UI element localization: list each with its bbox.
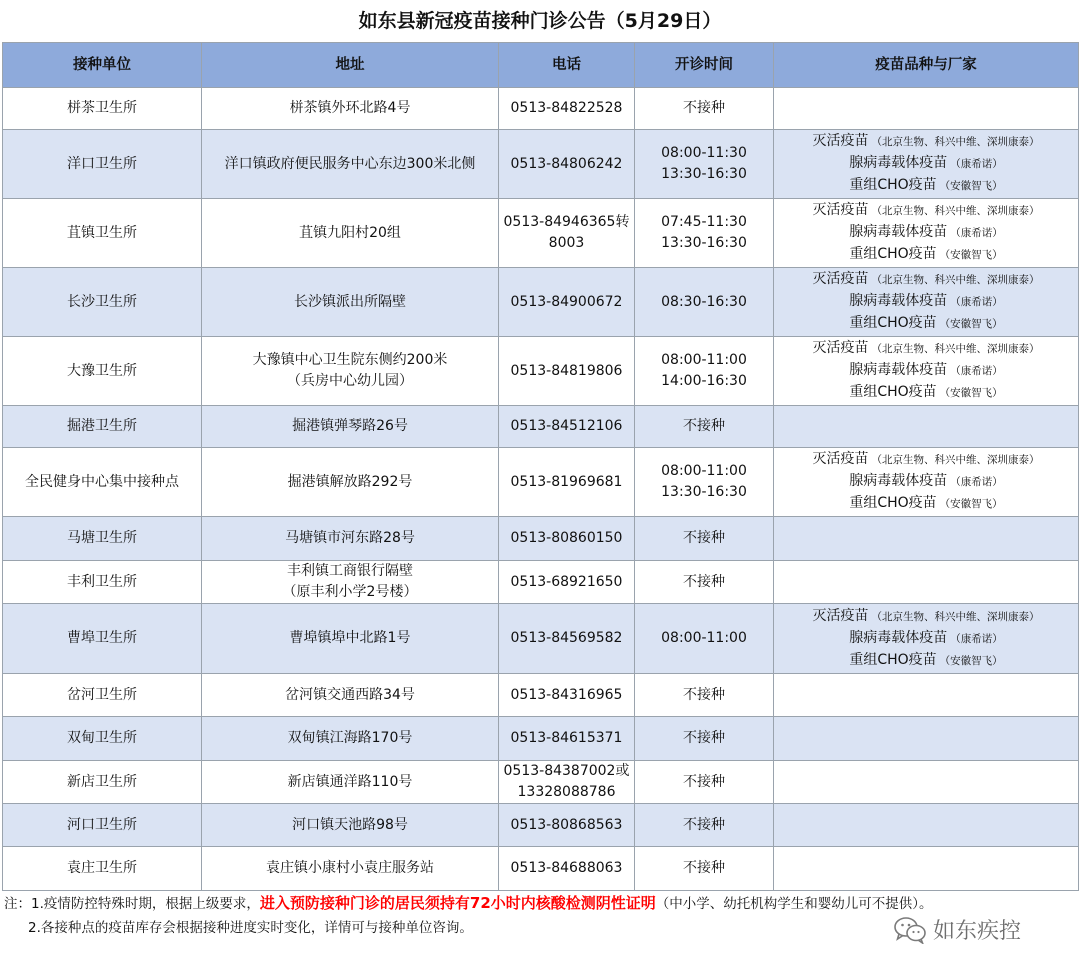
vaccine-line: [777, 606, 1075, 628]
vaccine-manufacturer: （北京生物、科兴中维、深圳康泰）: [871, 610, 1040, 623]
vaccine-manufacturer: （康希诺）: [950, 158, 1003, 170]
table-row: [3, 761, 1079, 804]
address-line: 苴镇九阳村20组: [299, 224, 401, 241]
vaccine-line: [777, 313, 1075, 335]
table-row: [3, 448, 1079, 517]
phone-line: 0513-84806242: [510, 155, 623, 172]
hours-cell: [635, 406, 774, 448]
hours-cell: [635, 604, 774, 674]
hours-line: 不接种: [683, 730, 725, 746]
hours-line: 08:00-11:00: [661, 352, 747, 368]
vaccine-line: [777, 269, 1075, 291]
unit-cell: 栟茶卫生所: [3, 88, 202, 130]
vaccine-manufacturer: （康希诺）: [950, 365, 1003, 377]
unit-cell: 苴镇卫生所: [3, 199, 202, 268]
hours-line: 08:30-16:30: [661, 293, 747, 310]
phone-line: 0513-84387002或: [503, 763, 630, 779]
vaccine-name: 灭活疫苗: [812, 607, 869, 624]
address-cell: [202, 88, 499, 130]
vaccine-name: 灭活疫苗: [812, 271, 869, 287]
vaccine-name: 腺病毒载体疫苗: [849, 224, 948, 240]
phone-line: 0513-84512106: [510, 418, 623, 434]
hours-line: 不接种: [683, 816, 725, 833]
unit-cell: 岔河卫生所: [3, 674, 202, 717]
note-1: [4, 891, 1078, 916]
vaccine-name: 重组CHO疫苗: [849, 651, 937, 668]
phone-line: 0513-81969681: [510, 473, 623, 490]
address-line: 岔河镇交通西路34号: [285, 686, 415, 703]
address-cell: [202, 717, 499, 761]
vaccine-manufacturer: （北京生物、科兴中维、深圳康泰）: [871, 136, 1040, 148]
vaccine-line: [777, 493, 1075, 515]
vaccine-line: [777, 360, 1075, 382]
address-line: 双甸镇江海路170号: [287, 730, 413, 746]
watermark-text: 如东疾控: [933, 919, 1022, 944]
wechat-icon: [893, 916, 927, 944]
vaccine-cell: [774, 199, 1079, 268]
watermark: [893, 914, 1021, 945]
phone-line: 0513-84819806: [510, 362, 623, 379]
header-address: 地址: [202, 43, 499, 88]
hours-cell: [635, 847, 774, 891]
address-line: 袁庄镇小康村小袁庄服务站: [266, 860, 434, 876]
phone-cell: [499, 268, 635, 337]
phone-cell: [499, 337, 635, 406]
hours-line: 14:00-16:30: [661, 373, 747, 389]
phone-line: 8003: [548, 235, 585, 251]
table-row: [3, 199, 1079, 268]
address-line: 河口镇天池路98号: [292, 816, 408, 833]
table-header-row: [3, 43, 1079, 88]
vaccine-manufacturer: （康希诺）: [950, 476, 1003, 488]
phone-line: 0513-84569582: [510, 630, 623, 646]
vaccine-cell: [774, 448, 1079, 517]
page-title: 如东县新冠疫苗接种门诊公告（5月29日）: [358, 10, 722, 32]
phone-line: 0513-84316965: [510, 686, 623, 703]
phone-cell: [499, 448, 635, 517]
vaccine-manufacturer: （安徽智飞）: [939, 249, 1003, 261]
hours-line: 08:00-11:30: [661, 145, 747, 161]
note-1-prefix: 注：1.疫情防控特殊时期，根据上级要求，: [4, 896, 260, 912]
unit-cell: 洋口卫生所: [3, 130, 202, 199]
vaccine-line: [777, 291, 1075, 313]
vaccine-line: [777, 200, 1075, 222]
vaccine-name: 腺病毒载体疫苗: [849, 473, 948, 489]
address-line: 丰利镇工商银行隔壁: [287, 563, 413, 579]
address-line: （兵房中心幼儿园）: [287, 373, 413, 389]
address-cell: [202, 130, 499, 199]
phone-cell: [499, 761, 635, 804]
address-line: 掘港镇弹琴路26号: [292, 418, 408, 434]
vaccine-cell: [774, 604, 1079, 674]
vaccine-name: 重组CHO疫苗: [849, 246, 937, 262]
note-1-highlight: 进入预防接种门诊的居民须持有72小时内核酸检测阴性证明: [259, 894, 656, 912]
address-cell: [202, 448, 499, 517]
vaccine-cell: [774, 717, 1079, 761]
hours-line: 07:45-11:30: [661, 214, 747, 230]
vaccine-manufacturer: （北京生物、科兴中维、深圳康泰）: [871, 205, 1040, 217]
phone-cell: [499, 561, 635, 604]
address-line: 长沙镇派出所隔壁: [294, 293, 406, 310]
vaccine-manufacturer: （安徽智飞）: [939, 318, 1003, 330]
vaccine-name: 灭活疫苗: [812, 451, 869, 467]
vaccine-line: [777, 244, 1075, 266]
unit-cell: 双甸卫生所: [3, 717, 202, 761]
table-row: [3, 88, 1079, 130]
vaccine-cell: [774, 268, 1079, 337]
hours-line: 不接种: [683, 530, 725, 546]
address-cell: [202, 517, 499, 561]
address-cell: [202, 674, 499, 717]
address-line: （原丰利小学2号楼）: [282, 584, 418, 600]
hours-cell: [635, 674, 774, 717]
unit-cell: 全民健身中心集中接种点: [3, 448, 202, 517]
phone-cell: [499, 717, 635, 761]
vaccine-name: 重组CHO疫苗: [849, 384, 937, 400]
address-cell: [202, 406, 499, 448]
address-cell: [202, 561, 499, 604]
address-line: 大豫镇中心卫生院东侧约200米: [252, 352, 448, 368]
phone-line: 0513-84822528: [510, 100, 623, 116]
phone-cell: [499, 88, 635, 130]
header-phone: 电话: [499, 43, 635, 88]
unit-cell: 河口卫生所: [3, 804, 202, 847]
hours-cell: [635, 561, 774, 604]
address-line: 栟茶镇外环北路4号: [289, 100, 411, 116]
hours-line: 08:00-11:00: [661, 630, 747, 646]
vaccine-line: [777, 650, 1075, 672]
unit-cell: 掘港卫生所: [3, 406, 202, 448]
vaccine-manufacturer: （安徽智飞）: [939, 498, 1003, 510]
hours-line: 08:00-11:00: [661, 463, 747, 479]
hours-cell: [635, 199, 774, 268]
hours-cell: [635, 761, 774, 804]
vaccine-line: [777, 338, 1075, 360]
vaccine-name: 灭活疫苗: [812, 202, 869, 218]
address-cell: [202, 761, 499, 804]
vaccine-line: [777, 471, 1075, 493]
address-line: 新店镇通洋路110号: [287, 773, 413, 790]
phone-cell: [499, 847, 635, 891]
vaccine-name: 灭活疫苗: [812, 340, 869, 356]
vaccine-manufacturer: （北京生物、科兴中维、深圳康泰）: [871, 274, 1040, 286]
phone-cell: [499, 406, 635, 448]
hours-line: 不接种: [683, 418, 725, 434]
vaccine-line: [777, 175, 1075, 197]
unit-cell: 大豫卫生所: [3, 337, 202, 406]
vaccine-manufacturer: （安徽智飞）: [939, 654, 1003, 667]
vaccine-name: 腺病毒载体疫苗: [849, 293, 948, 309]
hours-line: 不接种: [683, 773, 725, 790]
hours-cell: [635, 337, 774, 406]
vaccine-manufacturer: （安徽智飞）: [939, 387, 1003, 399]
vaccine-manufacturer: （康希诺）: [950, 227, 1003, 239]
table-row: [3, 604, 1079, 674]
table-body: [3, 88, 1079, 891]
vaccine-name: 重组CHO疫苗: [849, 315, 937, 331]
address-line: 掘港镇解放路292号: [287, 473, 413, 490]
table-row: [3, 130, 1079, 199]
vaccine-cell: [774, 804, 1079, 847]
vaccine-cell: [774, 674, 1079, 717]
table-row: [3, 847, 1079, 891]
table-row: [3, 406, 1079, 448]
vaccine-cell: [774, 561, 1079, 604]
address-line: 马塘镇市河东路28号: [285, 530, 415, 546]
note-2-text: 2.各接种点的疫苗库存会根据接种进度实时变化，详情可与接种单位咨询。: [28, 920, 473, 936]
vaccine-line: [777, 449, 1075, 471]
phone-cell: [499, 130, 635, 199]
address-cell: [202, 337, 499, 406]
vaccine-cell: [774, 761, 1079, 804]
vaccination-clinic-table: [2, 42, 1079, 891]
hours-cell: [635, 88, 774, 130]
vaccine-line: [777, 222, 1075, 244]
phone-cell: [499, 674, 635, 717]
table-row: [3, 561, 1079, 604]
vaccine-manufacturer: （安徽智飞）: [939, 180, 1003, 192]
phone-line: 0513-84946365转: [503, 214, 630, 230]
hours-cell: [635, 804, 774, 847]
vaccine-cell: [774, 847, 1079, 891]
hours-cell: [635, 517, 774, 561]
phone-cell: [499, 604, 635, 674]
hours-cell: [635, 268, 774, 337]
address-cell: [202, 199, 499, 268]
header-unit: 接种单位: [3, 43, 202, 88]
note-1-suffix: （中小学、幼托机构学生和婴幼儿可不提供）。: [655, 896, 933, 912]
unit-cell: 丰利卫生所: [3, 561, 202, 604]
unit-cell: 长沙卫生所: [3, 268, 202, 337]
header-vaccine: 疫苗品种与厂家: [774, 43, 1079, 88]
vaccine-cell: [774, 406, 1079, 448]
hours-line: 不接种: [683, 860, 725, 876]
vaccine-line: [777, 628, 1075, 650]
vaccine-line: [777, 153, 1075, 175]
phone-line: 0513-80868563: [510, 816, 623, 833]
vaccine-line: [777, 382, 1075, 404]
hours-line: 不接种: [683, 573, 725, 590]
vaccine-line: [777, 131, 1075, 153]
address-line: 洋口镇政府便民服务中心东边300米北侧: [224, 155, 476, 172]
hours-line: 不接种: [683, 686, 725, 703]
phone-line: 0513-68921650: [510, 573, 623, 590]
phone-cell: [499, 517, 635, 561]
phone-line: 0513-84900672: [510, 293, 623, 310]
address-cell: [202, 268, 499, 337]
vaccine-name: 腺病毒载体疫苗: [849, 629, 948, 646]
header-hours: 开诊时间: [635, 43, 774, 88]
table-row: [3, 804, 1079, 847]
table-row: [3, 337, 1079, 406]
vaccine-name: 灭活疫苗: [812, 133, 869, 149]
vaccine-manufacturer: （北京生物、科兴中维、深圳康泰）: [871, 454, 1040, 466]
hours-line: 13:30-16:30: [661, 235, 747, 251]
vaccine-manufacturer: （康希诺）: [950, 296, 1003, 308]
unit-cell: 曹埠卫生所: [3, 604, 202, 674]
address-cell: [202, 604, 499, 674]
address-line: 曹埠镇埠中北路1号: [289, 630, 411, 646]
hours-cell: [635, 717, 774, 761]
unit-cell: 马塘卫生所: [3, 517, 202, 561]
phone-line: 0513-84615371: [510, 730, 623, 746]
table-row: [3, 674, 1079, 717]
unit-cell: 袁庄卫生所: [3, 847, 202, 891]
vaccine-cell: [774, 337, 1079, 406]
vaccine-name: 腺病毒载体疫苗: [849, 155, 948, 171]
vaccine-manufacturer: （康希诺）: [950, 632, 1003, 645]
phone-line: 0513-84688063: [510, 860, 623, 876]
hours-line: 不接种: [683, 100, 725, 116]
phone-line: 13328088786: [517, 784, 616, 800]
vaccine-name: 重组CHO疫苗: [849, 495, 937, 511]
vaccine-cell: [774, 88, 1079, 130]
table-row: [3, 717, 1079, 761]
address-cell: [202, 804, 499, 847]
table-row: [3, 268, 1079, 337]
unit-cell: 新店卫生所: [3, 761, 202, 804]
hours-line: 13:30-16:30: [661, 166, 747, 182]
phone-cell: [499, 199, 635, 268]
hours-cell: [635, 448, 774, 517]
phone-line: 0513-80860150: [510, 530, 623, 546]
phone-cell: [499, 804, 635, 847]
vaccine-name: 重组CHO疫苗: [849, 177, 937, 193]
table-row: [3, 517, 1079, 561]
hours-line: 13:30-16:30: [661, 484, 747, 500]
hours-cell: [635, 130, 774, 199]
vaccine-cell: [774, 517, 1079, 561]
address-cell: [202, 847, 499, 891]
vaccine-cell: [774, 130, 1079, 199]
vaccine-manufacturer: （北京生物、科兴中维、深圳康泰）: [871, 343, 1040, 355]
vaccine-name: 腺病毒载体疫苗: [849, 362, 948, 378]
